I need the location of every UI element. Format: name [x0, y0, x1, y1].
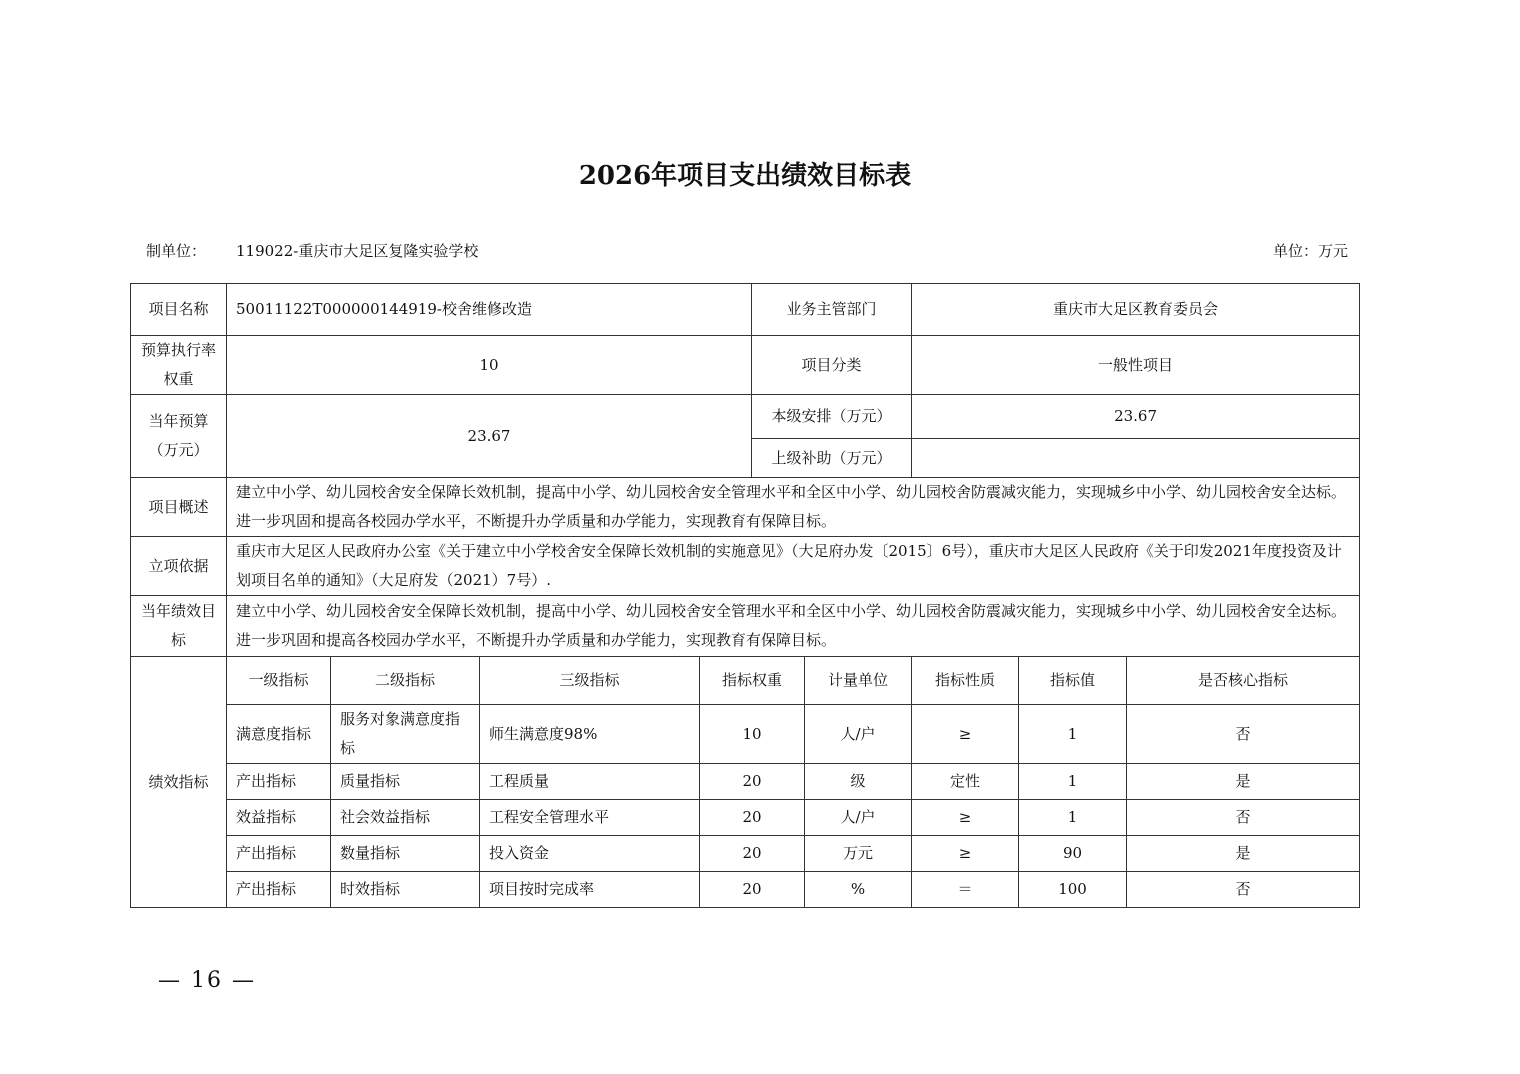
upper-label: 上级补助（万元） — [752, 439, 912, 478]
row-project-name — [131, 284, 1360, 336]
category-label: 项目分类 — [752, 336, 912, 395]
nature-cell: 定性 — [912, 764, 1019, 800]
header-cell: 是否核心指标 — [1127, 657, 1360, 705]
unit-cell: 人/户 — [805, 800, 912, 836]
row-goal — [131, 596, 1360, 657]
weight-cell: 20 — [700, 800, 805, 836]
header-cell: 一级指标 — [227, 657, 331, 705]
level2-cell: 数量指标 — [331, 836, 480, 872]
level3-cell: 项目按时完成率 — [480, 872, 700, 908]
header-cell: 指标性质 — [912, 657, 1019, 705]
unit-cell: 万元 — [805, 836, 912, 872]
core-cell: 否 — [1127, 800, 1360, 836]
budget-value: 23.67 — [227, 395, 752, 478]
indicator-header-row — [131, 657, 1360, 705]
value-cell: 100 — [1019, 872, 1127, 908]
page-title: 2026年项目支出绩效目标表 — [578, 161, 912, 191]
currency-unit: 单位：万元 — [1272, 242, 1348, 260]
basis-label: 立项依据 — [131, 537, 227, 596]
core-cell: 是 — [1127, 764, 1360, 800]
level3-cell: 工程质量 — [480, 764, 700, 800]
row-budget-local — [131, 395, 1360, 439]
dept-label: 业务主管部门 — [752, 284, 912, 336]
project-name-label: 项目名称 — [131, 284, 227, 336]
value-cell: 1 — [1019, 800, 1127, 836]
weight-cell: 10 — [700, 705, 805, 764]
level2-cell: 时效指标 — [331, 872, 480, 908]
basis-value: 重庆市大足区人民政府办公室《关于建立中小学校舍安全保障长效机制的实施意见》（大足府办发〔2015〕6号），重庆市大足区人民政府《关于印发2021年度投资及计划项目名单的通知》（大足府发（2021）7号）. — [227, 537, 1360, 596]
table-row — [131, 705, 1360, 764]
goal-value: 建立中小学、幼儿园校舍安全保障长效机制，提高中小学、幼儿园校舍安全管理水平和全区中小学、幼儿园校舍防震减灾能力，实现城乡中小学、幼儿园校舍安全达标。进一步巩固和提高各校园办学水平，不断提升办学质量和办学能力，实现教育有保障目标。 — [227, 596, 1360, 657]
table-row — [131, 800, 1360, 836]
level2-cell: 社会效益指标 — [331, 800, 480, 836]
local-label: 本级安排（万元） — [752, 395, 912, 439]
goal-label: 当年绩效目标 — [131, 596, 227, 657]
unit-value: 119022-重庆市大足区复隆实验学校 — [236, 242, 479, 260]
budget-label: 当年预算（万元） — [131, 395, 227, 478]
level1-cell: 效益指标 — [227, 800, 331, 836]
table-row — [131, 764, 1360, 800]
table-row — [131, 836, 1360, 872]
weight-value: 10 — [227, 336, 752, 395]
page-number: — 16 — — [158, 968, 256, 993]
level3-cell: 投入资金 — [480, 836, 700, 872]
indicator-section-label: 绩效指标 — [131, 657, 227, 908]
category-value: 一般性项目 — [912, 336, 1360, 395]
weight-cell: 20 — [700, 764, 805, 800]
header-cell: 指标权重 — [700, 657, 805, 705]
level1-cell: 满意度指标 — [227, 705, 331, 764]
header-cell: 计量单位 — [805, 657, 912, 705]
unit-info — [146, 240, 478, 261]
value-cell: 90 — [1019, 836, 1127, 872]
nature-cell: ≥ — [912, 705, 1019, 764]
nature-cell: ≥ — [912, 836, 1019, 872]
header-cell: 三级指标 — [480, 657, 700, 705]
weight-cell: 20 — [700, 836, 805, 872]
level2-cell: 服务对象满意度指标 — [331, 705, 480, 764]
core-cell: 否 — [1127, 872, 1360, 908]
unit-label: 制单位： — [146, 242, 207, 260]
project-name-value: 50011122T000000144919-校舍维修改造 — [227, 284, 752, 336]
overview-label: 项目概述 — [131, 478, 227, 537]
header-cell: 二级指标 — [331, 657, 480, 705]
value-cell: 1 — [1019, 764, 1127, 800]
unit-cell: 人/户 — [805, 705, 912, 764]
level2-cell: 质量指标 — [331, 764, 480, 800]
level3-cell: 师生满意度98% — [480, 705, 700, 764]
value-cell: 1 — [1019, 705, 1127, 764]
dept-value: 重庆市大足区教育委员会 — [912, 284, 1360, 336]
weight-cell: 20 — [700, 872, 805, 908]
level1-cell: 产出指标 — [227, 764, 331, 800]
level3-cell: 工程安全管理水平 — [480, 800, 700, 836]
level1-cell: 产出指标 — [227, 872, 331, 908]
header-cell: 指标值 — [1019, 657, 1127, 705]
level1-cell: 产出指标 — [227, 836, 331, 872]
nature-cell: ＝ — [912, 872, 1019, 908]
upper-value — [912, 439, 1360, 478]
overview-value: 建立中小学、幼儿园校舍安全保障长效机制，提高中小学、幼儿园校舍安全管理水平和全区中小学、幼儿园校舍防震减灾能力，实现城乡中小学、幼儿园校舍安全达标。进一步巩固和提高各校园办学水平，不断提升办学质量和办学能力，实现教育有保障目标。 — [227, 478, 1360, 537]
core-cell: 是 — [1127, 836, 1360, 872]
row-overview — [131, 478, 1360, 537]
nature-cell: ≥ — [912, 800, 1019, 836]
unit-cell: % — [805, 872, 912, 908]
weight-label: 预算执行率权重 — [131, 336, 227, 395]
local-value: 23.67 — [912, 395, 1360, 439]
core-cell: 否 — [1127, 705, 1360, 764]
row-basis — [131, 537, 1360, 596]
table-row — [131, 872, 1360, 908]
row-weight — [131, 336, 1360, 395]
unit-cell: 级 — [805, 764, 912, 800]
performance-table — [130, 283, 1360, 908]
